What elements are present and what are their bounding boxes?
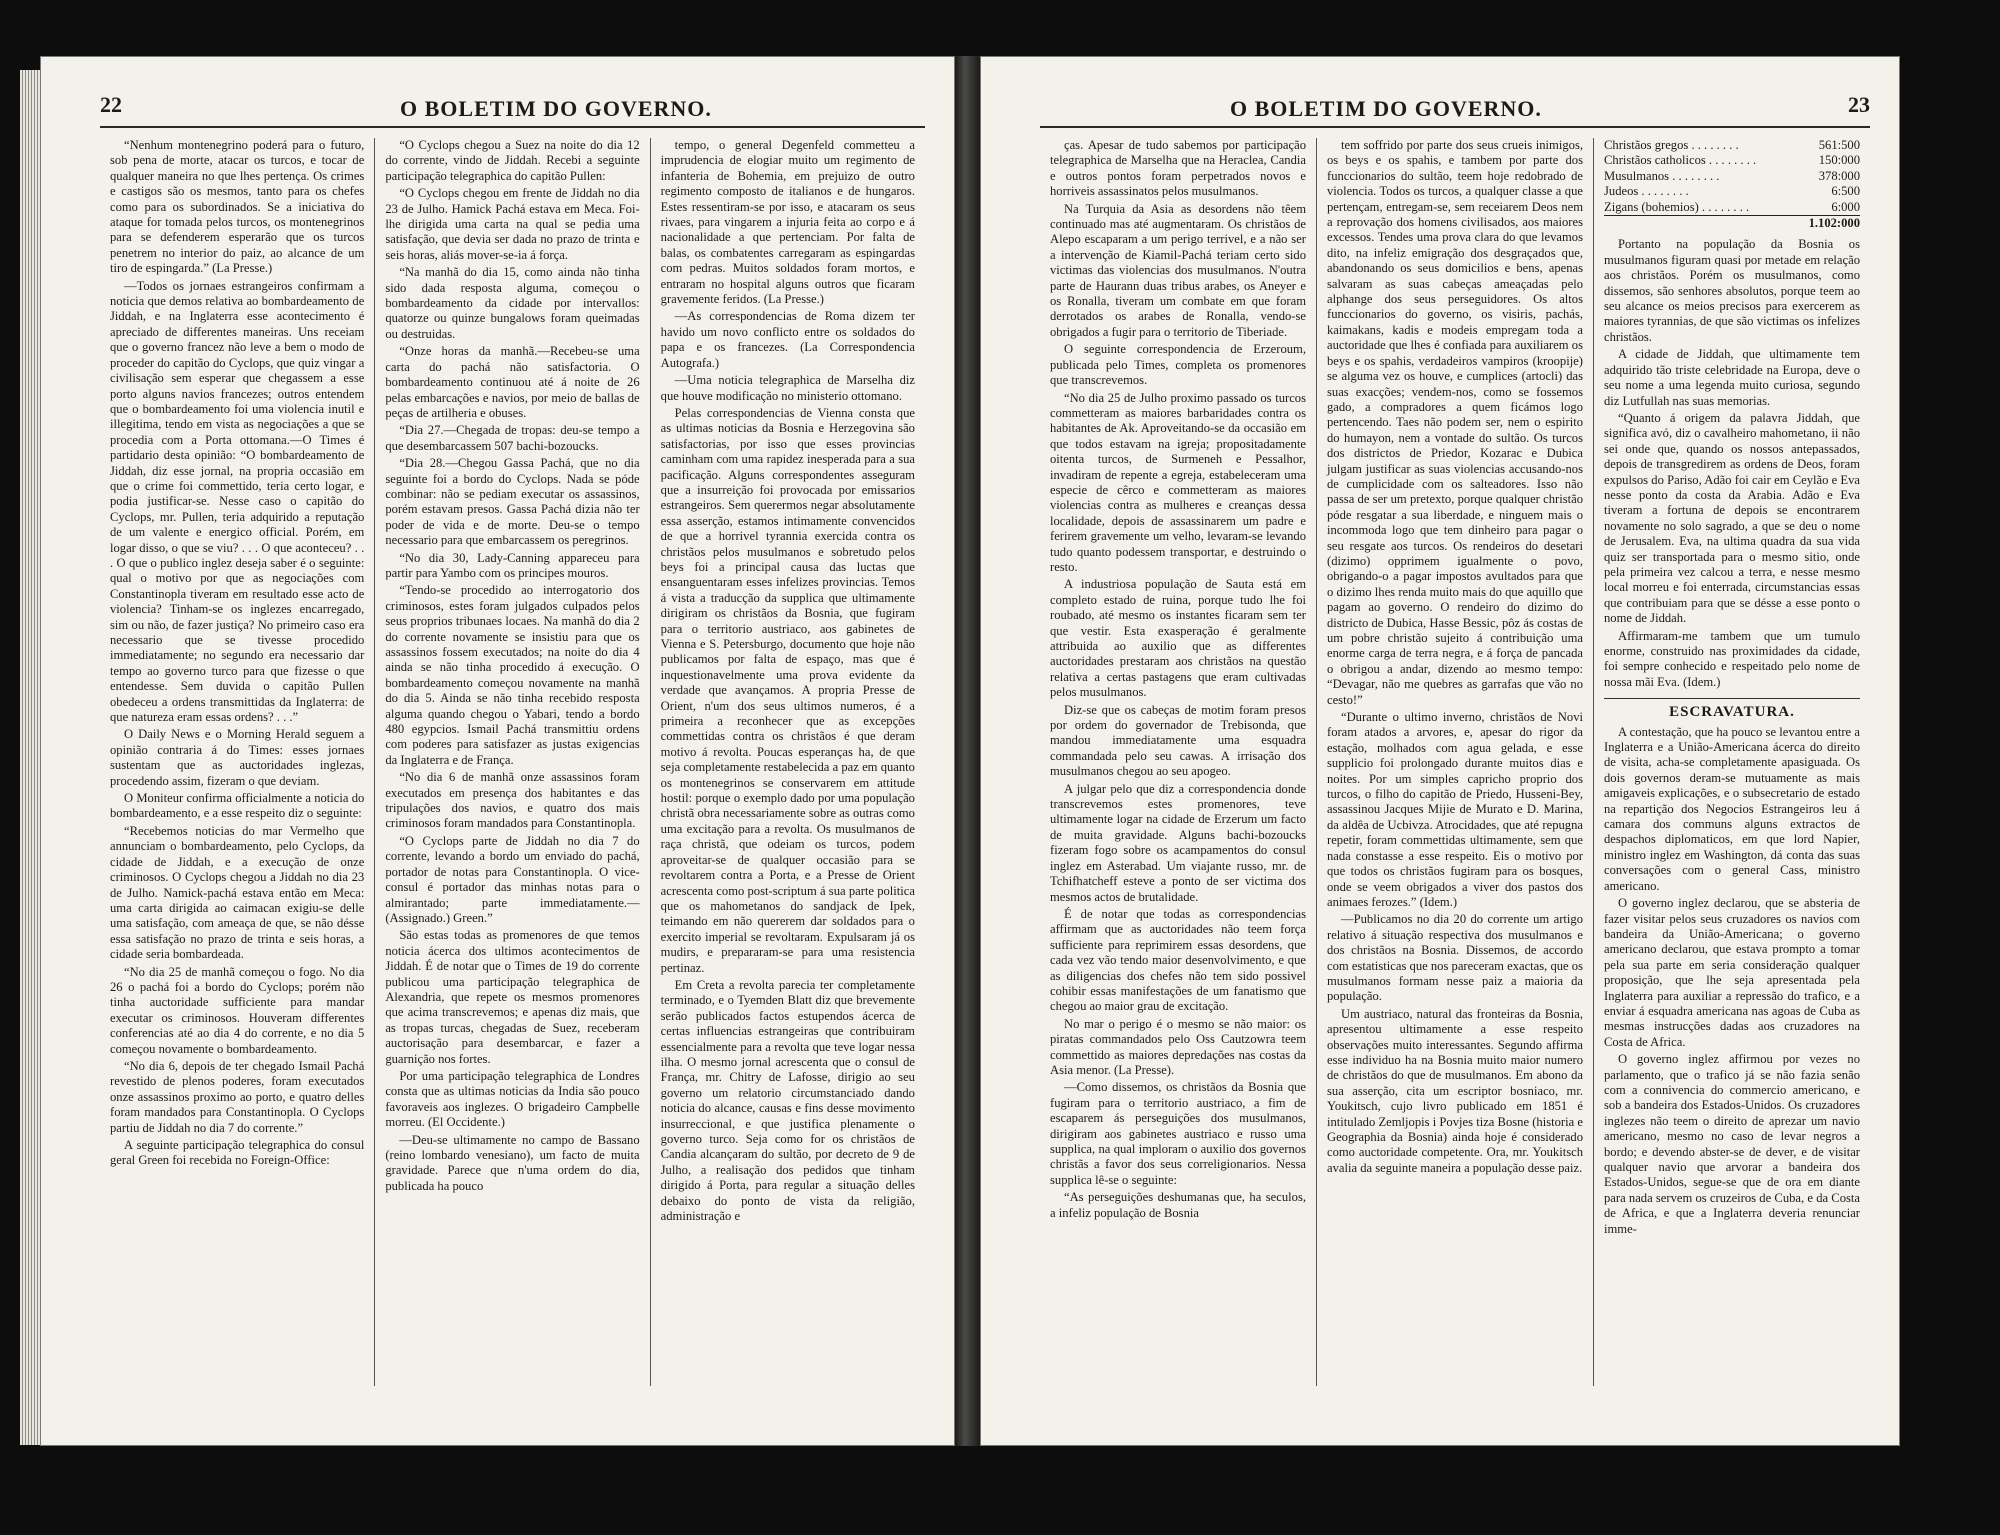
paragraph: Affirmaram-me tambem que um tumulo enorme, construido nas proximidades da cidade, foi sempre conhecido e respeitado pelo nome de nossa mãi Eva. (Idem.): [1604, 628, 1860, 689]
paragraph: —Uma noticia telegraphica de Marselha diz que houve modificação no ministerio ottomano.: [660, 373, 915, 403]
paragraph: A industriosa população de Sauta está em completo estado de ruina, porque tudo lhe foi roubado, até mesmo os instantes ficaram sem ter que vestir. Esta exasperação é geralmente attribuida ao auxilio que as differentes auctoridades prestaram aos christãos na questão relativa a certas pastagens que eram cultivadas pelos musulmanos.: [1050, 577, 1306, 700]
right-column-3-text: [1604, 237, 1860, 690]
section-title: ESCRAVATURA.: [1604, 698, 1860, 720]
left-page: [40, 56, 955, 1446]
paragraph: A cidade de Jiddah, que ultimamente tem adquirido tão triste celebridade na Europa, deve o seu nome a uma legenda muito curiosa, segundo diz Lutfullah nas suas memorias.: [1604, 347, 1860, 408]
paragraph: “No dia 6 de manhã onze assassinos foram executados em presença dos habitantes e das tripulações dos navios, e quatro dos mais criminosos foram mandados para Constantinopla.: [385, 770, 640, 831]
population-group: Judeos . . . . . . . .: [1604, 184, 1689, 199]
paragraph: ças. Apesar de tudo sabemos por participação telegraphica de Marselha que na Heraclea, Candia e outros pontos foram perpetrados novos e horriveis assassinatos pelos musulmanos.: [1050, 138, 1306, 199]
left-column-2: [375, 138, 650, 1386]
population-count: 378:000: [1818, 168, 1860, 183]
paragraph: Diz-se que os cabeças de motim foram presos por ordem do governador de Trebisonda, que mandou immediatamente uma esquadra commandada pelo seu cawas. A irrisação dos musulmanos chegou ao seu apogeo.: [1050, 702, 1306, 779]
right-page: [980, 56, 1900, 1446]
population-group: Christãos gregos . . . . . . . .: [1604, 138, 1739, 152]
population-count: 561:500: [1818, 138, 1860, 152]
right-page-header: [1040, 86, 1870, 128]
paragraph: “O Cyclops chegou a Suez na noite do dia 12 do corrente, vindo de Jiddah. Recebi a seguinte participação telegraphica do capitão Pullen:: [385, 138, 640, 183]
table-row: [1604, 138, 1860, 153]
paragraph: O Daily News e o Morning Herald seguem a opinião contraria á do Times: esses jornaes sustentam que as auctoridades inglezas, procedendo assim, fizeram o que deviam.: [110, 727, 365, 788]
table-row: [1604, 184, 1860, 199]
paragraph: “No dia 30, Lady-Canning appareceu para partir para Yambo com os principes mouros.: [385, 550, 640, 580]
paragraph: Em Creta a revolta parecia ter completamente terminado, e o Tyemden Blatt diz que brevemente serão publicados factos estupendos ácerca de certas influencias estrangeiras que contribuiram essencialmente para a revolta que teve logar nessa ilha. O mesmo jornal acrescenta que o consul de França, mr. Chitry de Lafosse, dirigio ao seu governo um relatorio circumstanciado dando noticia do alcance, causas e fins desse movimento insurreccional, e que justifica plenamente o governo turco. Seja como for os christãos de Candia alcançaram do sultão, por decreto de 9 de Julho, a realisação dos pedidos que tinham dirigido á Porta, para regular a situação delles debaixo do ponto de vista da religião, administração e: [660, 977, 915, 1224]
population-count: 150:000: [1818, 153, 1860, 168]
paragraph: A seguinte participação telegraphica do consul geral Green foi recebida no Foreign-Office:: [110, 1138, 365, 1168]
paragraph: “O Cyclops parte de Jiddah no dia 7 do corrente, levando a bordo um enviado do pachá, portador de notas para Constantinopla. O vice-consul é portador das minhas notas para o almirantado; parte immediatamente.—(Assignado.) Green.”: [385, 833, 640, 925]
total-label-cell: [1604, 216, 1795, 232]
section-body: [1604, 725, 1860, 1237]
paragraph: “Dia 27.—Chegada de tropas: deu-se tempo a que desembarcassem 507 bachi-bozoucks.: [385, 423, 640, 453]
paragraph: Portanto na população da Bosnia os musulmanos figuram quasi por metade em relação aos christãos. Porém os musulmanos, como dissemos, são senhores absolutos, porque teem ao seu alcance os meios precisos para exercerem as maiores tyrannias, de que são victimas os infelizes christãos.: [1604, 237, 1860, 344]
right-column-3: [1594, 138, 1870, 1386]
paragraph: —Todos os jornaes estrangeiros confirmam a noticia que demos relativa ao bombardeamento de Jiddah, e na Inglaterra esse acontecimento é apreciado de differentes maneiras. Uns receiam que o governo francez não leve a bem o modo de proceder do capitão do Cyclops, que quiz vingar a civilisação sem esperar que chegassem a esse porto alguns navios francezes; outros entendem que o bombardeamento foi uma violencia inutil e illegitima, tendo em vista as negociações a que se procedia com a Porta ottomana.—O Times é partidario desta opinião: “O bombardeamento de Jiddah, diz esse jornal, na propria occasião em que o crime foi commettido, teria certo logar, e podia justificar-se. Nesse caso o capitão do Cyclops, mr. Pullen, teria adquirido a reputação de um valente e energico official. Porém, em logar disso, o que se viu? . . . O que aconteceu? . . . O que o publico inglez deseja saber é o seguinte: qual o motivo por que as negociações com Constantinopla tiveram em resultado esse acto de violencia? Tinham-se os inglezes encarregado, sim ou não, de fazer justiça? No primeiro caso era necessario que se tivesse procedido immediatamente; no segundo era necessario dar tempo ao governo turco para que fizesse o que entendesse. Sem duvida o capitão Pullen obedeceu a ordens transmittidas da Inglaterra: de que natureza eram essas ordens? . . .”: [110, 278, 365, 725]
paragraph: O Moniteur confirma officialmente a noticia do bombardeamento, e a esse respeito diz o seguinte:: [110, 791, 365, 821]
right-column-1: [1040, 138, 1317, 1386]
paragraph: A contestação, que ha pouco se levantou entre a Inglaterra e a União-Americana ácerca do direito de visita, acha-se completamente apasiguada. Os dois governos deram-se mutuamente as mais amigaveis explicações, e o subsecretario de estado na repartição dos Negocios Estrangeiros leu á camara dos communs alguns extractos de despachos diplomaticos, em que lord Napier, ministro inglez em Washington, dá conta das suas conversações com o general Cass, ministro americano.: [1604, 724, 1860, 893]
paragraph: —As correspondencias de Roma dizem ter havido um novo conflicto entre os soldados do papa e os francezes. (La Correspondencia Autografa.): [660, 309, 915, 370]
book-gutter: [955, 56, 980, 1446]
paragraph: “As perseguições deshumanas que, ha seculos, a infeliz população de Bosnia: [1050, 1190, 1306, 1220]
paragraph: tem soffrido por parte dos seus crueis inimigos, os beys e os spahis, e tambem por parte dos funccionarios do sultão, teem hoje redobrado de violencia. Todos os turcos, a qualquer classe a que pertençam, entregam-se, sem receiarem Deos nem a reprovação dos homens civilisados, aos maiores excessos. Tendes uma prova clara do que levamos dito, na infeliz emigração dos desgraçados que, abandonando os seus domicilios e bens, apenas salvaram as suas cabeças ameaçadas pelo alphange dos seus perseguidores. Os altos funccionarios do governo, os visiris, pachás, kaimakans, kadis e modeis empregam toda a auctoridade que lhes é confiada para auxiliarem os beys e os spahis, verdadeiros vampiros (kroopije) se alguma vez os houve, e cumplices (artocli) das suas exacções; vendem-nos, como se fossemos gado, a compradores a quem ficámos logo pertencendo. Taes não podem ser, nem o espirito do humayon, nem a vontade do sultão. Os turcos dos districtos de Priedor, Kozarac e Dubica julgam justificar as suas violencias accusando-nos de cumplicidade com os salteadores. Isso não passa de ser um pretexto, porque qualquer christão póde resgatar a sua liberdade, e ninguem mais o incommoda logo que tem dinheiro para pagar o seu resgate aos turcos. Os rendeiros do desetari (dizimo) opprimem igualmente o povo, obrigando-o a pagar impostos avultados para que o dizimo lhes renda muito mais do que aquillo que pagam ao governo. O rendeiro do dizimo do districto de Dubica, Hasse Bessic, pôz ás costas de um pobre christão sujeito á contribuição uma enorme carga de terra negra, e á força de pancada o obrigou a andar, dizendo ao mesmo tempo: “Devagar, não me quebres as garrafas que vão no cesto!”: [1327, 138, 1583, 707]
paragraph: O governo inglez declarou, que se absteria de fazer visitar pelos seus cruzadores os navios com bandeira da União-Americana; o governo americano declarou, que estava prompto a tomar pela sua parte em seria consideração qualquer proposição, que lhe seja apresentada pela Inglaterra para auxiliar a repressão do trafico, e a enviar á esquadra americana nas agoas de Cuba as mesmas instrucções dadas aos cruzadores na Costa de Africa.: [1604, 896, 1860, 1049]
paragraph: A julgar pelo que diz a correspondencia donde transcrevemos estes promenores, teve ultimamente logar na cidade de Erzerum um facto de muita gravidade. Alguns bachi-bozoucks fizeram fogo sobre os acampamentos do consul inglez em Asterabad. Um viajante russo, mr. de Tchifhatcheff esteve a ponto de ser victima dos mesmos actos de brutalidade.: [1050, 781, 1306, 904]
table-row: [1604, 153, 1860, 168]
paragraph: “Durante o ultimo inverno, christãos de Novi foram atados a arvores, e, apesar do rigor da estação, molhados com agua gelada, e esse supplicio foi prolongado durante muitos dias e noites. Por um simples capricho proprio dos turcos, o filho do capitão de Priedo, Husseni-Bey, assassinou Jacques Mijie de Murato e D. Marina, da aldêa de Ucbivza. Atrocidades, que até repugna repetir, foram commettidas ultimamente, sem que nada constasse a esse respeito. Eis o motivo por que todos os christãos fugiram para os bosques, onde se veem obrigados a viver dos pastos dos animaes ferozes.” (Idem.): [1327, 710, 1583, 909]
table-total-row: [1604, 216, 1860, 232]
paragraph: No mar o perigo é o mesmo se não maior: os piratas commandados pelo Oss Cautzowra teem commettido as maiores depredações nas costas da Asia menor. (La Presse).: [1050, 1016, 1306, 1077]
paragraph: “No dia 25 de Julho proximo passado os turcos commetteram as maiores barbaridades contra os habitantes de Ak. Aproveitando-se da occasião em que todos estavam na igreja; propositadamente oitenta turcos, de Surmeneh e Pessalhor, invadiram de repente a egreja, estabeleceram uma especie de cêrco e commetteram as maiores violencias contra as mulheres e creanças dessa localidade, depois de assassinarem um padre e ferirem gravemente um velho, levaram-se levando tudo quanto podessem transportar, e destruindo o resto.: [1050, 390, 1306, 574]
paragraph: —Como dissemos, os christãos da Bosnia que fugiram para o territorio austriaco, a fim de escaparem ás perseguições dos musulmanos, dirigiram aos gabinetes austriaco e russo uma supplica, na qual imploram o auxilio dos governos christãs a favor dos seus correligionarios. Nessa supplica lê-se o seguinte:: [1050, 1080, 1306, 1187]
right-columns: [1040, 138, 1870, 1386]
paragraph: São estas todas as promenores de que temos noticia ácerca dos ultimos acontecimentos de Jiddah. É de notar que o Times de 19 do corrente publicou uma participação telegraphica de Alexandria, que repete os mesmos promenores que acima transcrevemos; e apenas diz mais, que as tropas turcas, chegadas de Suez, receberam auctorisação para desembarcar, e fazer a guarnição nos fortes.: [385, 928, 640, 1066]
paragraph: “Recebemos noticias do mar Vermelho que annunciam o bombardeamento, pelo Cyclops, da cidade de Jiddah, e a execução de onze criminosos. O Cyclops chegou a Jiddah no dia 23 de Julho. Namick-pachá estava então em Meca: uma carta dirigida ao caimacan exigiu-se delle uma satisfação, com ameaça de que, se não désse essa satisfação no prazo de trinta e seis horas, a cidade seria bombardeada.: [110, 823, 365, 962]
paragraph: Na Turquia da Asia as desordens não têem continuado mas até augmentaram. Os christãos de Alepo escaparam a um perigo terrivel, e a não ser a intervenção de Kiamil-Pachá teriam certo sido victimas das violencias dos musulmanos. N'outra parte de Haurann duas tribus arabes, os Aneyer e os Ronalla, tiveram um combate em que foram derrotados os arabes de Ronalla, vendo-se obrigados a fugir para o territorio de Tiberiade.: [1050, 201, 1306, 339]
right-page-number: 23: [1848, 92, 1870, 117]
left-columns: [100, 138, 925, 1386]
left-column-1: [100, 138, 375, 1386]
paragraph: “O Cyclops chegou em frente de Jiddah no dia 23 de Julho. Hamick Pachá estava em Meca. Foi-lhe dirigida uma carta na qual se pedia uma satisfação, que devia ser dada no prazo de trinta e seis horas, aliás mover-se-ia á força.: [385, 186, 640, 262]
paragraph: O seguinte correspondencia de Erzeroum, publicada pelo Times, completa os promenores que transcrevemos.: [1050, 342, 1306, 388]
population-count: 6:000: [1831, 199, 1860, 214]
paragraph: “Na manhã do dia 15, como ainda não tinha sido dada resposta alguma, começou o bombardeamento da cidade por intervallos: quatorze ou quinze bungalows foram queimadas ou destruidas.: [385, 265, 640, 341]
population-total: 1.102:000: [1795, 216, 1860, 232]
left-page-header: [100, 86, 925, 128]
paragraph: “Dia 28.—Chegou Gassa Pachá, que no dia seguinte foi a bordo do Cyclops. Nada se póde combinar: não se pediam executar os assassinos, porém estavam presos. Gassa Pachá dizia não ter poder de vida e de morte. Deu-se o tempo necessario para que embarcassem os peregrinos.: [385, 456, 640, 548]
paragraph: —Deu-se ultimamente no campo de Bassano (reino lombardo venesiano), um facto de muita gravidade. Parece que n'uma ordem do dia, publicada ha pouco: [385, 1132, 640, 1193]
population-count: 6:500: [1831, 184, 1860, 199]
left-page-number: 22: [100, 92, 122, 117]
paragraph: “Nenhum montenegrino poderá para o futuro, sob pena de morte, atacar os turcos, e tocar de qualquer maneira no que lhes pertença. Os crimes e castigos são os mesmos, tanto para os chefes como para os subordinados. Se a iniciativa do ataque for tomada pelos turcos, os montenegrinos para se defenderem esperarão que os turcos penetrem no interior do paiz, ao alcance de um tiro de espingarda.” (La Presse.): [110, 138, 365, 276]
population-group: Christãos catholicos . . . . . . . .: [1604, 153, 1757, 168]
paragraph: O governo inglez affirmou por vezes no parlamento, que o trafico já se não fazia senão com a connivencia do commercio americano, e sob a bandeira dos Estados-Unidos. Os cruzadores inglezes não teem o direito de aprezar um navio americano, mesmo no caso de levar negros a bordo; e devendo abster-se de dever, e de visitar qualquer navio que arvorar a bandeira dos Estados-Unidos, segue-se que de ora em diante para nada servem os cruzeiros de Cuba, e da Costa de Africa, e que a Inglaterra deveria renunciar imme-: [1604, 1052, 1860, 1236]
right-page-running-title: O BOLETIM DO GOVERNO.: [1230, 96, 1542, 121]
population-group: Musulmanos . . . . . . . .: [1604, 168, 1720, 183]
population-group: Zigans (bohemios) . . . . . . . .: [1604, 199, 1750, 214]
paragraph: “Onze horas da manhã.—Recebeu-se uma carta do pachá não satisfactoria. O bombardeamento continuou até á noite de 26 pelas embarcações e navios, por meio de ballas de peças de artilheria e obuses.: [385, 344, 640, 420]
paragraph: tempo, o general Degenfeld commetteu a imprudencia de elogiar muito um regimento de infanteria de Bohemia, em prejuizo de outro regimento composto de italianos e de hungaros. Estes ressentiram-se por isso, e atacaram os seus rivaes, para vingarem a injuria feita ao corpo e á nacionalidade a que pertenciam. Por falta de balas, os combatentes carregaram as espingardas com pedras. Muitos soldados foram mortos, e entraram no hospital alguns outros que ficaram gravemente feridos. (La Presse.): [660, 138, 915, 307]
paragraph: “No dia 6, depois de ter chegado Ismail Pachá revestido de plenos poderes, foram executados onze assassinos proximo ao porto, e quatro delles foram mandados para Constantinopla. O Cyclops partiu de Jiddah no dia 7 do corrente.”: [110, 1058, 365, 1135]
paragraph: “No dia 25 de manhã começou o fogo. No dia 26 o pachá foi a bordo do Cyclops; porém não tinha auctoridade sufficiente para mandar executar os criminosos. Houveram differentes conferencias até ao dia 4 do corrente, e no dia 5 começou novamente o bombardeamento.: [110, 964, 365, 1056]
left-page-running-title: O BOLETIM DO GOVERNO.: [400, 96, 712, 121]
paragraph: Pelas correspondencias de Vienna consta que as ultimas noticias da Bosnia e Herzegovina são satisfactorias, por isso que esses provincias caminham com uma rapidez inesperada para a sua pacificação. Alguns correspondentes asseguram que a insurreição foi provocada por emissarios estrangeiros. Sem querermos negar absolutamente essa asserção, estamos intimamente convencidos de que a horrivel tyrannia exercida contra os christãos pelos musulmanos e sobretudo pelos beys foi a principal causa das luctas que ensanguentaram esses infelizes provincias. Temos á vista a traducção da supplica que ultimamente dirigiram os christãos da Bosnia, que fugiram para o territorio austriaco, aos gabinetes de Vienna e S. Petersburgo, documento que hoje não publicamos por falta de espaço, mas que é inquestionavelmente uma prova evidente da verdade que avançamos. A propria Presse de Orient, n'um dos seus ultimos numeros, é a primeira a reconhecer que as excepções commettidas contra os christãos é que deram motivo á revolta. Poucas esperanças ha, de que seja completamente restabelecida a paz em quanto os montenegrinos se conservarem em attitude hostil: porque o exemplo dado por uma população christã obra necessariamente sobre as outras como uma excitação para a revolta. Os musulmanos de raça christã, que odeiam os turcos, podem aproveitar-se de qualquer occasião para se revoltarem contra a Porta, e a Presse de Orient acrescenta como post-scriptum á sua parte politica que os mahometanos do sandjack de Ipek, teimando em não quererem dar soldados para o exercito imperial se revoltaram. Expulsaram já os mudirs, e prepararam-se para uma resistencia pertinaz.: [660, 405, 915, 975]
right-column-2: [1317, 138, 1594, 1386]
paragraph: Um austriaco, natural das fronteiras da Bosnia, apresentou ultimamente a esse respeito observações muito interessantes. Segundo affirma esse individuo ha na Bosnia muito maior numero de christãos do que de musulmanos. Em abono da sua asserção, cita um escriptor bosniaco, mr. Youkitsch, cujo livro publicado em 1851 é intitulado Zemljopis i Povjes tiza Bosne (historia e Geographia da Bosnia) ainda hoje é considerado como auctoridade competente. Ora, mr. Youkitsch avalia da seguinte maneira a população desse paiz.: [1327, 1006, 1583, 1175]
population-table: [1604, 138, 1860, 231]
paragraph: “Quanto á origem da palavra Jiddah, que significa avó, diz o cavalheiro mahometano, ii não sei onde que, quando os nossos antepassados, depois de transgredirem as ordens de Deos, foram expulsos do Pariso, Adão foi cair em Ceylão e Eva nesse ponto da costa da Arabia. Adão e Eva tiveram a fortuna de depois se encontrarem novamente no solo sagrado, a que se deu o nome de Jerusalem. Eva, na ultima quadra da sua vida quiz ser transportada para o mesmo sitio, onde pela primeira vez calcou a terra, e nesse mesmo local morreu e foi enterrada, circumstancias essas que contribuiam para que se désse a esse ponto o nome de Jiddah.: [1604, 410, 1860, 626]
paragraph: “Tendo-se procedido ao interrogatorio dos criminosos, estes foram julgados culpados pelos seus proprios tribunaes locaes. Na manhã do dia 2 do corrente novamente se insistiu para que os assassinos fossem executados; na noite do dia 4 ainda se não tinha procedido á execução. O bombardeamento começou novamente na manhã do dia 5. Ainda se não tinha recebido resposta alguma quando chegou o Yabari, tendo a bordo 480 egypcios. Ismail Pachá transmittiu ordens com poderes para satisfazer as justas exigencias da Inglaterra e de França.: [385, 583, 640, 767]
left-column-3: [651, 138, 925, 1386]
table-row: [1604, 200, 1860, 216]
paragraph: —Publicamos no dia 20 do corrente um artigo relativo á situação respectiva dos musulmanos e dos christãos na Bosnia. Dissemos, de accordo com estatisticas que nos pareceram exactas, que os musulmanos formam nesse paiz a maioria da população.: [1327, 912, 1583, 1004]
paragraph: É de notar que todas as correspondencias affirmam que as auctoridades não teem força sufficiente para reprimirem essas desordens, que cada vez vão tendo maior desenvolvimento, e que as diligencias dos chefes não tem sido possivel cohibir essas manifestações de um fanatismo que chegou ao maior grau de excitação.: [1050, 906, 1306, 1014]
table-row: [1604, 169, 1860, 184]
paragraph: Por uma participação telegraphica de Londres consta que as ultimas noticias da India são pouco favoraveis aos inglezes. O brigadeiro Campbelle morreu. (El Occidente.): [385, 1068, 640, 1130]
